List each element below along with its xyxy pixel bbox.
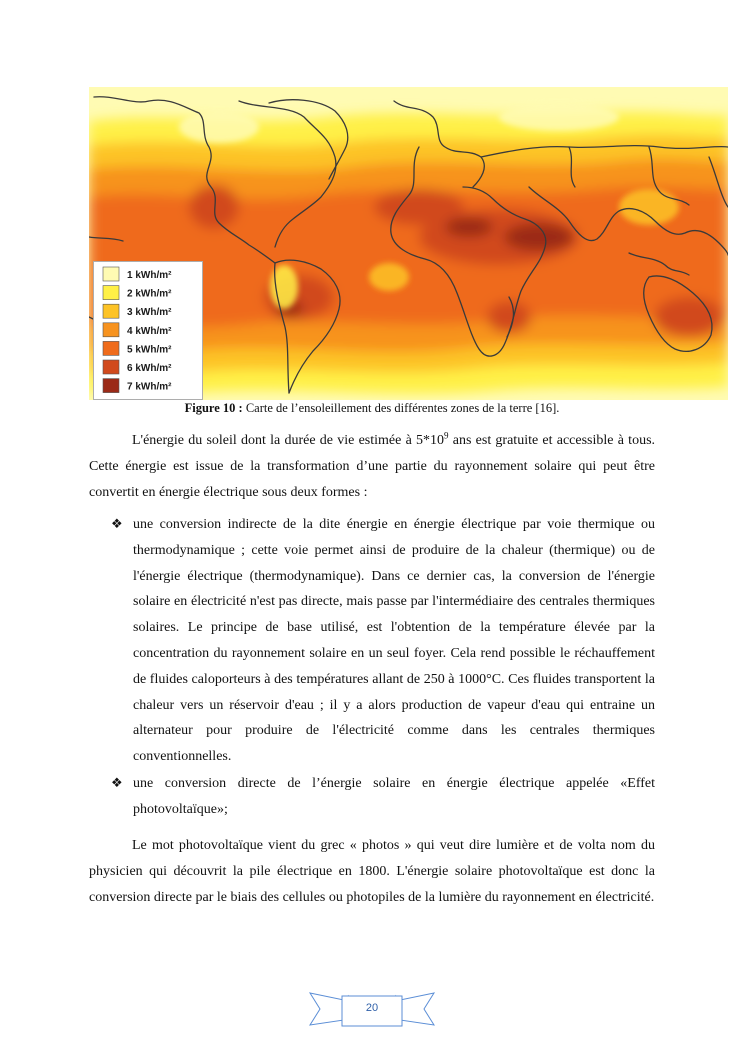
legend-swatch <box>103 341 119 355</box>
legend-swatch <box>103 323 119 337</box>
figure-caption <box>0 401 744 416</box>
diamond-bullet-icon: ❖ <box>111 517 123 532</box>
legend-label: 3 kWh/m² <box>127 307 172 319</box>
bullet-text: une conversion directe de l’énergie solaire en énergie électrique appelée «Effet photovoltaïque»; <box>133 776 655 817</box>
page-number: 20 <box>365 1002 379 1014</box>
figure-caption-text: Carte de l’ensoleillement des différentes zones de la terre [16]. <box>242 401 560 415</box>
insolation-map <box>89 87 728 400</box>
bullet-item-indirect <box>111 512 655 770</box>
legend-swatch <box>103 267 119 281</box>
exponent: 9 <box>444 430 449 441</box>
bullet-item-direct <box>111 771 655 823</box>
legend-label: 4 kWh/m² <box>127 325 172 337</box>
legend-swatch <box>103 379 119 393</box>
legend-label: 1 kWh/m² <box>127 270 172 281</box>
bullet-text: une conversion indirecte de la dite énergie en énergie électrique par voie thermique ou thermodynamique ; cette voie permet ainsi de produire de la chaleur (thermique) ou de l'énergie électrique (thermodynamique). Dans ce dernier cas, la conversion de l'énergie solaire en électricité n'est pas directe, mais passe par l'intermédiaire des centrales thermiques solaires. Le principe de base utilisé, est l'obtention de la température élevée par la concentration du rayonnement solaire en un seul foyer. Cela rend possible le réchauffement de fluides caloporteurs à des températures allant de 250 à 1000°C. Ces fluides transportent la chaleur vers un réservoir d'eau ; il y a alors production de vapeur d'eau qui entraine un alternateur pour produire de l'électricité comme dans les centrales thermiques conventionnelles. <box>133 517 655 765</box>
diamond-bullet-icon: ❖ <box>111 776 123 791</box>
paragraph-intro-end: ans est gratuite et accessible à tous. Cette énergie est issue de la transformation d’une partie du rayonnement solaire qui peut être convertit en énergie électrique sous deux formes : <box>89 433 656 500</box>
legend-swatch <box>103 304 119 318</box>
legend-label: 6 kWh/m² <box>127 363 172 374</box>
legend-swatch <box>103 286 119 300</box>
paragraph-intro-start: L'énergie du soleil dont la durée de vie estimée à 5*10 <box>132 433 445 448</box>
figure-caption-label: Figure 10 : <box>184 401 243 415</box>
paragraph-intro <box>89 428 655 505</box>
legend-label: 5 kWh/m² <box>127 344 172 356</box>
map-legend <box>93 261 203 400</box>
page-footer <box>308 990 436 1028</box>
legend-label: 2 kWh/m² <box>127 288 172 300</box>
legend-swatch <box>103 360 119 374</box>
legend-label: 7 kWh/m² <box>127 381 172 393</box>
paragraph-photovoltaic: Le mot photovoltaïque vient du grec « photos » qui veut dire lumière et de volta nom du physicien qui découvrit la pile électrique en 1800. L'énergie solaire photovoltaïque est donc la conversion directe par le biais des cellules ou photopiles de la lumière du rayonnement en électricité. <box>89 838 655 905</box>
